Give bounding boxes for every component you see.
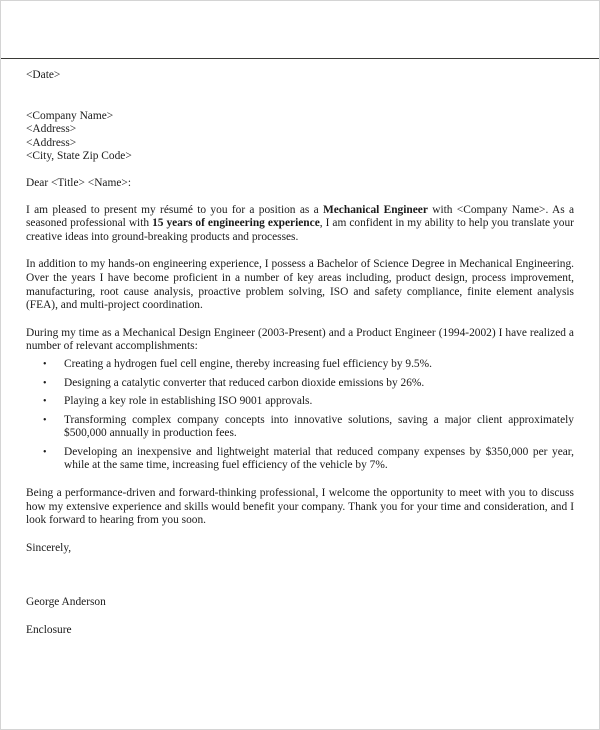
- intro-text-3: , I am confident in my ability to help you translate your creative ideas into ground-breaking products and processes.: [26, 217, 574, 243]
- recipient-address-2: <Address>: [26, 136, 77, 149]
- closing-paragraph: Being a performance-driven and forward-thinking professional, I welcome the opportunity to meet with you to discuss how my extensive experience and skills would benefit your company. Thank you for your time and consideration, and I look forward to hearing from you soon.: [26, 487, 574, 527]
- intro-text-2: with <Company Name>. As a seasoned professional with: [26, 203, 575, 230]
- signature-name: George Anderson: [26, 596, 106, 609]
- qualifications-paragraph: In addition to my hands-on engineering experience, I possess a Bachelor of Science Degree in Mechanical Engineering. Over the years I have become proficient in a number of key areas including, product design, process improvement, manufacturing, root cause analysis, proactive problem solving, ISO and safety compliance, finite element analysis (FEA), and multi-project coordination.: [26, 258, 574, 312]
- list-item: [26, 414, 574, 441]
- recipient-block: [26, 110, 574, 164]
- bullet-icon: •: [43, 414, 47, 426]
- recipient-address-1: <Address>: [26, 123, 77, 136]
- list-item: [26, 446, 574, 473]
- enclosure-note: Enclosure: [26, 624, 72, 637]
- salutation: Dear <Title> <Name>:: [26, 176, 131, 189]
- list-item: [26, 377, 574, 391]
- experience-highlight: 15 years of engineering experience: [152, 217, 320, 230]
- list-item-text: Creating a hydrogen fuel cell engine, thereby increasing fuel efficiency by 9.5%.: [64, 357, 432, 370]
- bullet-icon: •: [43, 358, 47, 370]
- bullet-icon: •: [43, 446, 47, 458]
- bullet-icon: •: [43, 396, 47, 408]
- list-item: [26, 358, 574, 372]
- sign-off: Sincerely,: [26, 541, 72, 554]
- recipient-company: <Company Name>: [26, 109, 114, 122]
- header-rule: [1, 58, 599, 59]
- position-title: Mechanical Engineer: [323, 203, 428, 216]
- list-item-text: Playing a key role in establishing ISO 9001 approvals.: [64, 395, 313, 408]
- date-line: <Date>: [26, 69, 61, 81]
- list-item-text: Transforming complex company concepts into innovative solutions, saving a major client approximately $500,000 annually in production fees.: [64, 413, 574, 440]
- letter-body: [26, 69, 574, 638]
- list-item: [26, 395, 574, 409]
- accomplishments-list: [26, 358, 574, 473]
- intro-text-1: I am pleased to present my résumé to you for a position as a: [26, 203, 323, 216]
- recipient-city-state-zip: <City, State Zip Code>: [26, 150, 132, 163]
- list-item-text: Designing a catalytic converter that reduced carbon dioxide emissions by 26%.: [64, 376, 425, 389]
- intro-paragraph: [26, 204, 574, 245]
- bullet-icon: •: [43, 377, 47, 389]
- list-item-text: Developing an inexpensive and lightweight material that reduced company expenses by $350,000 per year, while at the same time, increasing fuel efficiency of the vehicle by 7%.: [64, 445, 574, 472]
- experience-paragraph: During my time as a Mechanical Design Engineer (2003-Present) and a Product Engineer (1994-2002) I have realized a number of relevant accomplishments:: [26, 326, 574, 353]
